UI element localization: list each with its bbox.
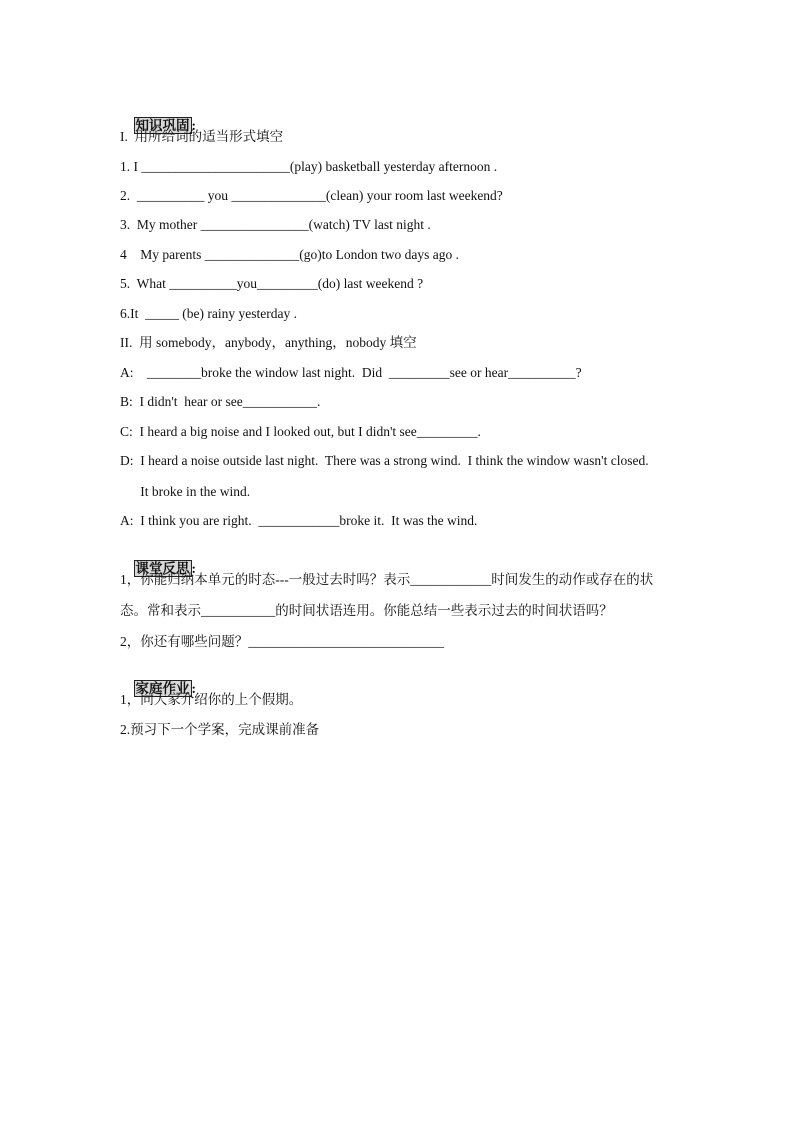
- dialogue-line-6: A: I think you are right. ____________broke it. It was the wind.: [120, 513, 478, 528]
- section-heading-colon: :: [191, 561, 196, 576]
- part1-title: I. 用所给词的适当形式填空: [120, 129, 284, 144]
- exercise-item-3: 3. My mother ________________(watch) TV last night .: [120, 217, 431, 232]
- exercise-item-1: 1. I ______________________(play) basketball yesterday afternoon .: [120, 159, 498, 174]
- exercise-item-2: 2. __________ you ______________(clean) your room last weekend?: [120, 188, 503, 203]
- section-heading-label: 课堂反思: [135, 561, 190, 576]
- dialogue-line-5: It broke in the wind.: [120, 484, 251, 499]
- dialogue-line-4: D: I heard a noise outside last night. There was a strong wind. I think the window wasn't closed.: [120, 453, 649, 468]
- section-heading-label: 知识巩固: [135, 118, 190, 133]
- homework-line-1: 1，向大家介绍你的上个假期。: [120, 692, 303, 707]
- reflection-line-2: 态。常和表示___________的时间状语连用。你能总结一些表示过去的时间状语吗？: [120, 603, 613, 618]
- reflection-line-1: 1，你能归纳本单元的时态---一般过去时吗？表示____________时间发生的动作或存在的状: [120, 572, 654, 587]
- homework-line-2: 2.预习下一个学案，完成课前准备: [120, 722, 320, 737]
- reflection-line-3: 2，你还有哪些问题？_____________________________: [120, 634, 444, 649]
- dialogue-line-1: A: ________broke the window last night. Did _________see or hear__________?: [120, 365, 582, 380]
- exercise-item-5: 5. What __________you_________(do) last weekend ?: [120, 276, 424, 291]
- dialogue-line-2: B: I didn't hear or see___________.: [120, 394, 321, 409]
- exercise-item-6: 6.It _____ (be) rainy yesterday .: [120, 306, 297, 321]
- section-heading-colon: :: [191, 118, 196, 133]
- section-heading-label: 家庭作业: [135, 681, 190, 696]
- exercise-item-4: 4 My parents ______________(go)to London two days ago .: [120, 247, 459, 262]
- section-heading-colon: :: [191, 681, 196, 696]
- part2-title: II. 用 somebody，anybody，anything，nobody 填空: [120, 335, 417, 350]
- dialogue-line-3: C: I heard a big noise and I looked out, but I didn't see_________.: [120, 424, 481, 439]
